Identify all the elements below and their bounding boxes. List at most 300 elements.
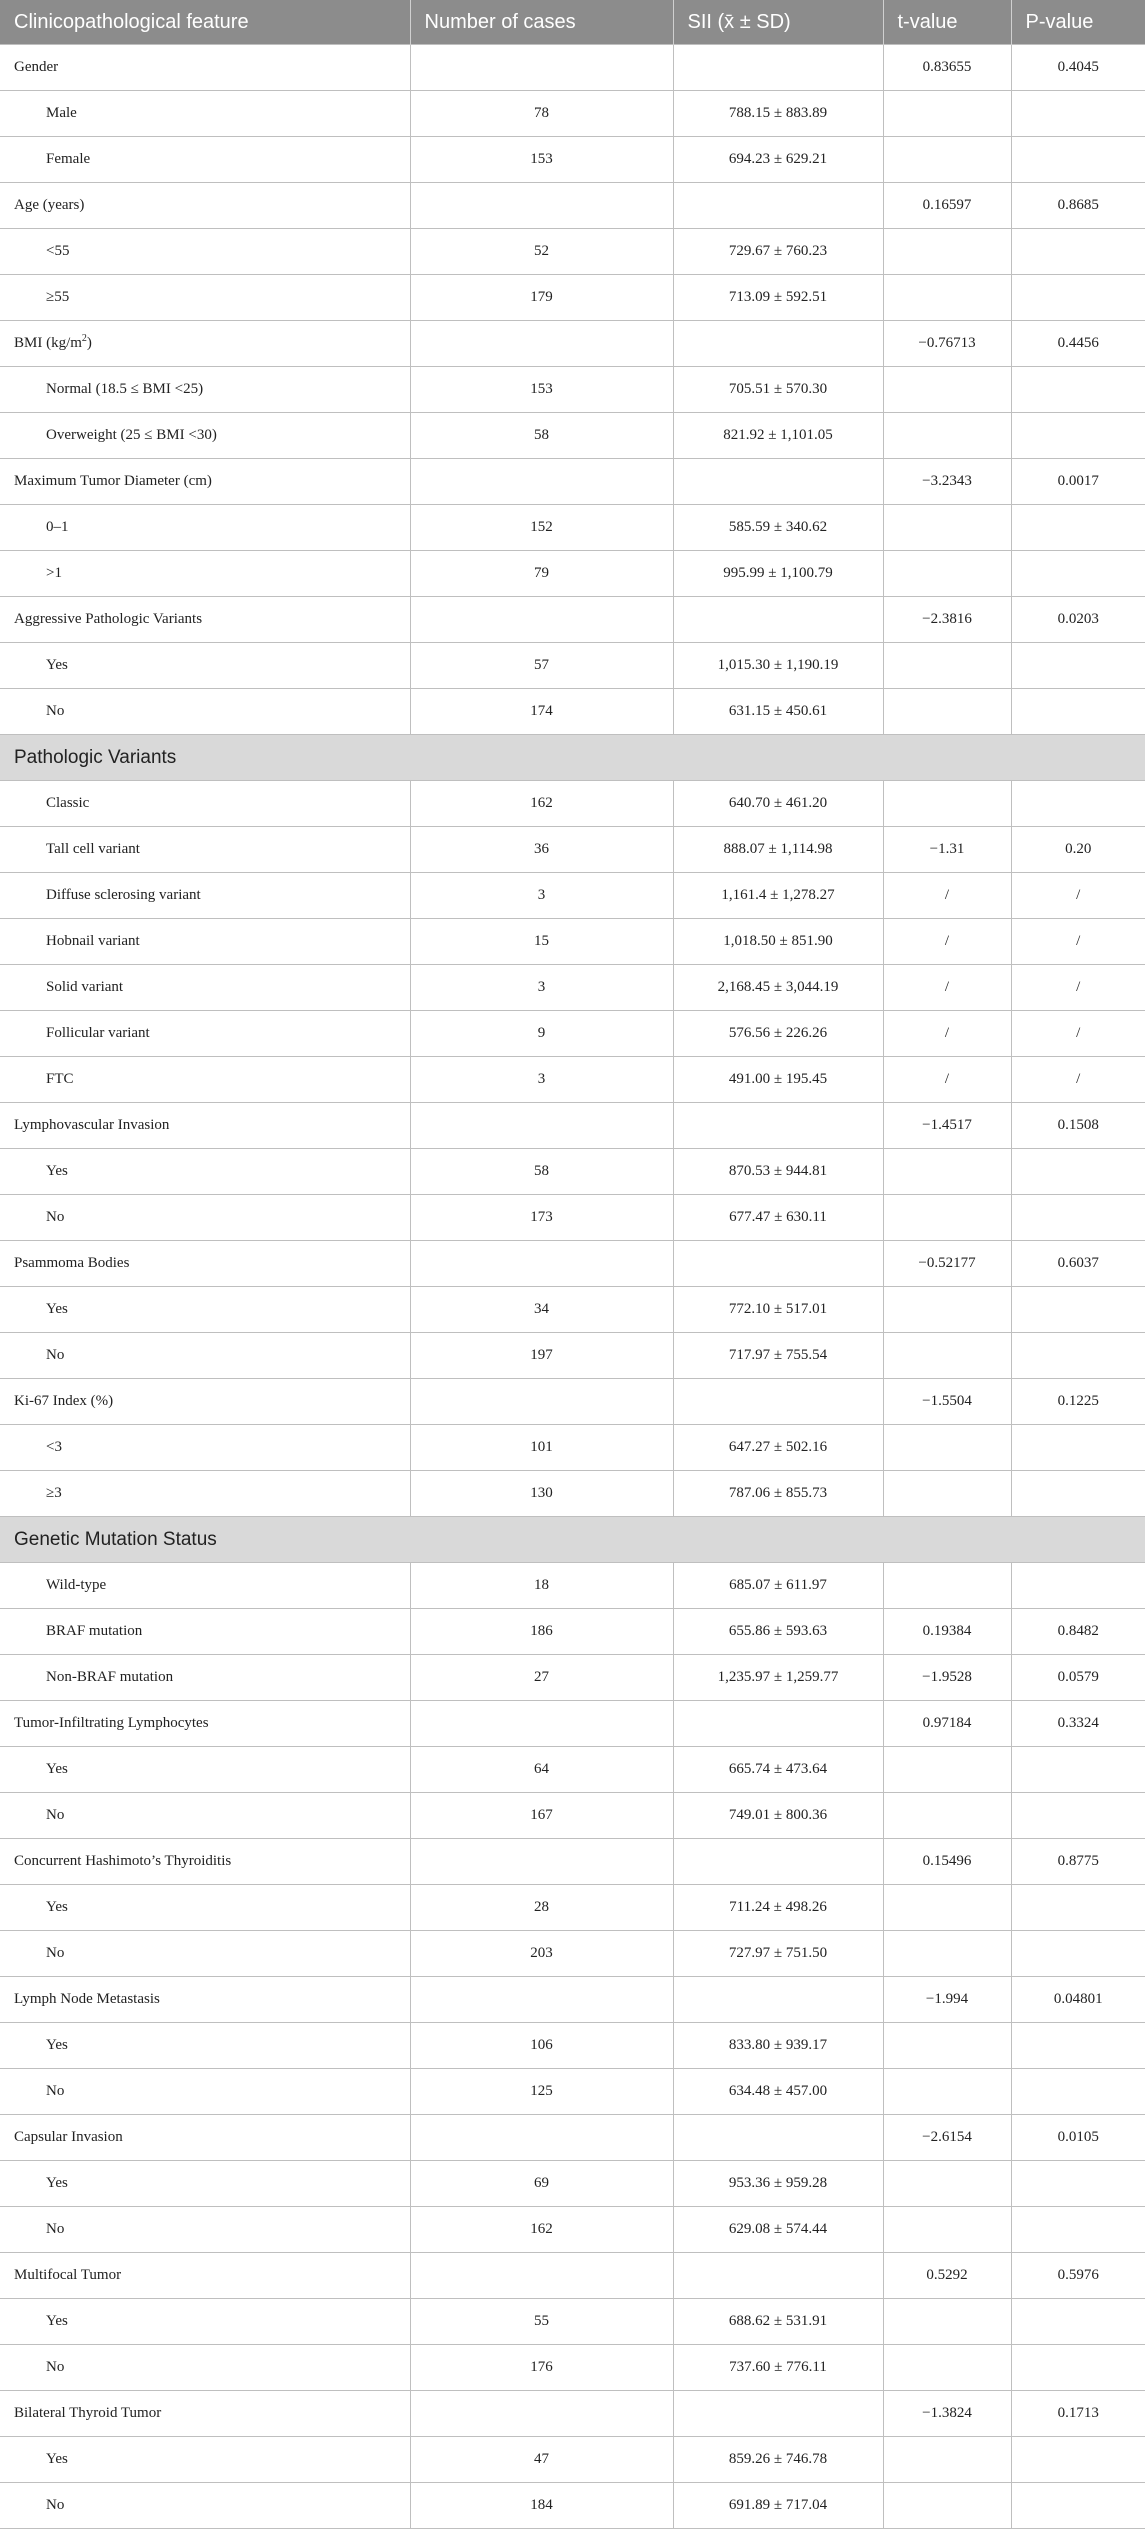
header-row bbox=[0, 0, 1145, 45]
table-row bbox=[0, 505, 1145, 551]
t-value-cell bbox=[883, 1885, 1011, 1931]
sii-cell: 2,168.45 ± 3,044.19 bbox=[673, 965, 883, 1011]
p-value-cell: / bbox=[1011, 1011, 1145, 1057]
feature-cell bbox=[0, 1379, 410, 1425]
t-value-cell bbox=[883, 689, 1011, 735]
t-value-cell: 0.5292 bbox=[883, 2253, 1011, 2299]
cases-cell: 3 bbox=[410, 965, 673, 1011]
sii-cell bbox=[673, 1103, 883, 1149]
cases-cell bbox=[410, 1241, 673, 1287]
feature-label: Yes bbox=[46, 1761, 68, 1777]
feature-label: Yes bbox=[46, 2313, 68, 2329]
t-value-cell: −1.9528 bbox=[883, 1655, 1011, 1701]
table-row bbox=[0, 919, 1145, 965]
feature-cell bbox=[0, 1701, 410, 1747]
sii-cell: 788.15 ± 883.89 bbox=[673, 91, 883, 137]
feature-cell bbox=[0, 1885, 410, 1931]
feature-cell bbox=[0, 2437, 410, 2483]
t-value-cell bbox=[883, 505, 1011, 551]
t-value-cell bbox=[883, 1931, 1011, 1977]
section-title: Genetic Mutation Status bbox=[0, 1517, 1145, 1563]
cases-cell bbox=[410, 45, 673, 91]
p-value-cell bbox=[1011, 1287, 1145, 1333]
feature-cell bbox=[0, 1977, 410, 2023]
cases-cell: 179 bbox=[410, 275, 673, 321]
feature-cell bbox=[0, 1057, 410, 1103]
feature-cell bbox=[0, 1195, 410, 1241]
feature-cell bbox=[0, 505, 410, 551]
t-value-cell: −1.5504 bbox=[883, 1379, 1011, 1425]
p-value-cell bbox=[1011, 1471, 1145, 1517]
sii-cell: 727.97 ± 751.50 bbox=[673, 1931, 883, 1977]
feature-cell bbox=[0, 1563, 410, 1609]
table-row bbox=[0, 873, 1145, 919]
t-value-cell bbox=[883, 229, 1011, 275]
p-value-cell: 0.0105 bbox=[1011, 2115, 1145, 2161]
feature-label: Yes bbox=[46, 1899, 68, 1915]
feature-cell bbox=[0, 2023, 410, 2069]
cases-cell: 55 bbox=[410, 2299, 673, 2345]
sii-cell: 772.10 ± 517.01 bbox=[673, 1287, 883, 1333]
p-value-cell: 0.20 bbox=[1011, 827, 1145, 873]
feature-cell bbox=[0, 689, 410, 735]
feature-cell bbox=[0, 183, 410, 229]
t-value-cell bbox=[883, 551, 1011, 597]
feature-label: Capsular Invasion bbox=[14, 2129, 123, 2145]
p-value-cell bbox=[1011, 643, 1145, 689]
group-row bbox=[0, 1839, 1145, 1885]
cases-cell bbox=[410, 1701, 673, 1747]
table-row bbox=[0, 1793, 1145, 1839]
feature-cell bbox=[0, 1609, 410, 1655]
feature-label: ≥3 bbox=[46, 1485, 62, 1501]
t-value-cell bbox=[883, 91, 1011, 137]
p-value-cell bbox=[1011, 2345, 1145, 2391]
cases-cell: 203 bbox=[410, 1931, 673, 1977]
t-value-cell: −0.52177 bbox=[883, 1241, 1011, 1287]
p-value-cell: / bbox=[1011, 919, 1145, 965]
sii-cell bbox=[673, 2253, 883, 2299]
feature-label: <3 bbox=[46, 1439, 62, 1455]
sii-cell bbox=[673, 459, 883, 505]
feature-cell bbox=[0, 2391, 410, 2437]
p-value-cell bbox=[1011, 275, 1145, 321]
table-row bbox=[0, 2023, 1145, 2069]
p-value-cell: 0.04801 bbox=[1011, 1977, 1145, 2023]
p-value-cell bbox=[1011, 689, 1145, 735]
p-value-cell bbox=[1011, 137, 1145, 183]
table-row bbox=[0, 1195, 1145, 1241]
cases-cell: 34 bbox=[410, 1287, 673, 1333]
table-row bbox=[0, 1655, 1145, 1701]
t-value-cell: −0.76713 bbox=[883, 321, 1011, 367]
t-value-cell: 0.83655 bbox=[883, 45, 1011, 91]
table-row bbox=[0, 1011, 1145, 1057]
group-row bbox=[0, 2115, 1145, 2161]
p-value-cell bbox=[1011, 1793, 1145, 1839]
feature-label: Tall cell variant bbox=[46, 841, 140, 857]
feature-label: FTC bbox=[46, 1071, 74, 1087]
sii-cell: 787.06 ± 855.73 bbox=[673, 1471, 883, 1517]
feature-label: No bbox=[46, 2497, 65, 2513]
feature-cell bbox=[0, 965, 410, 1011]
t-value-cell: −1.4517 bbox=[883, 1103, 1011, 1149]
table-row bbox=[0, 2161, 1145, 2207]
sii-cell: 629.08 ± 574.44 bbox=[673, 2207, 883, 2253]
sii-cell: 665.74 ± 473.64 bbox=[673, 1747, 883, 1793]
feature-label: Solid variant bbox=[46, 979, 124, 995]
t-value-cell bbox=[883, 2483, 1011, 2529]
t-value-cell bbox=[883, 643, 1011, 689]
table-row bbox=[0, 1471, 1145, 1517]
sii-cell: 685.07 ± 611.97 bbox=[673, 1563, 883, 1609]
feature-cell bbox=[0, 827, 410, 873]
cases-cell: 9 bbox=[410, 1011, 673, 1057]
t-value-cell bbox=[883, 1333, 1011, 1379]
p-value-cell bbox=[1011, 2069, 1145, 2115]
t-value-cell: / bbox=[883, 873, 1011, 919]
feature-label: Tumor-Infiltrating Lymphocytes bbox=[14, 1715, 209, 1731]
p-value-cell bbox=[1011, 781, 1145, 827]
cases-cell: 174 bbox=[410, 689, 673, 735]
t-value-cell: −2.6154 bbox=[883, 2115, 1011, 2161]
cases-cell: 3 bbox=[410, 1057, 673, 1103]
p-value-cell bbox=[1011, 229, 1145, 275]
feature-label: Lymph Node Metastasis bbox=[14, 1991, 160, 2007]
t-value-cell: / bbox=[883, 919, 1011, 965]
feature-cell bbox=[0, 1793, 410, 1839]
t-value-cell: 0.19384 bbox=[883, 1609, 1011, 1655]
p-value-cell bbox=[1011, 367, 1145, 413]
t-value-cell bbox=[883, 413, 1011, 459]
table-body bbox=[0, 45, 1145, 2529]
cases-cell: 153 bbox=[410, 367, 673, 413]
table-row bbox=[0, 827, 1145, 873]
group-row bbox=[0, 1977, 1145, 2023]
cases-cell: 15 bbox=[410, 919, 673, 965]
header-sii: SII (x̄ ± SD) bbox=[673, 0, 883, 45]
table-row bbox=[0, 275, 1145, 321]
t-value-cell bbox=[883, 781, 1011, 827]
table-row bbox=[0, 1287, 1145, 1333]
sii-cell: 491.00 ± 195.45 bbox=[673, 1057, 883, 1103]
t-value-cell: 0.15496 bbox=[883, 1839, 1011, 1885]
feature-label: Yes bbox=[46, 2175, 68, 2191]
t-value-cell bbox=[883, 1287, 1011, 1333]
feature-label: Non-BRAF mutation bbox=[46, 1669, 174, 1685]
header-t-value: t-value bbox=[883, 0, 1011, 45]
sii-cell: 647.27 ± 502.16 bbox=[673, 1425, 883, 1471]
sii-cell: 717.97 ± 755.54 bbox=[673, 1333, 883, 1379]
cases-cell bbox=[410, 321, 673, 367]
section-header-row bbox=[0, 735, 1145, 781]
sii-cell bbox=[673, 1241, 883, 1287]
cases-cell: 58 bbox=[410, 1149, 673, 1195]
p-value-cell bbox=[1011, 551, 1145, 597]
t-value-cell: / bbox=[883, 1057, 1011, 1103]
feature-label: No bbox=[46, 1945, 65, 1961]
feature-label: Yes bbox=[46, 1301, 68, 1317]
sii-cell bbox=[673, 2391, 883, 2437]
cases-cell: 162 bbox=[410, 781, 673, 827]
feature-label: No bbox=[46, 2083, 65, 2099]
p-value-cell: 0.8482 bbox=[1011, 1609, 1145, 1655]
feature-cell bbox=[0, 919, 410, 965]
feature-cell bbox=[0, 1103, 410, 1149]
feature-label: No bbox=[46, 1347, 65, 1363]
p-value-cell: 0.0203 bbox=[1011, 597, 1145, 643]
feature-cell bbox=[0, 1149, 410, 1195]
t-value-cell: −1.994 bbox=[883, 1977, 1011, 2023]
feature-cell bbox=[0, 643, 410, 689]
feature-label: BRAF mutation bbox=[46, 1623, 143, 1639]
feature-label: Maximum Tumor Diameter (cm) bbox=[14, 473, 212, 489]
t-value-cell: 0.97184 bbox=[883, 1701, 1011, 1747]
p-value-cell bbox=[1011, 2161, 1145, 2207]
p-value-cell: 0.1225 bbox=[1011, 1379, 1145, 1425]
header-cases: Number of cases bbox=[410, 0, 673, 45]
section-title: Pathologic Variants bbox=[0, 735, 1145, 781]
sii-cell: 705.51 ± 570.30 bbox=[673, 367, 883, 413]
p-value-cell bbox=[1011, 1747, 1145, 1793]
t-value-cell bbox=[883, 1149, 1011, 1195]
p-value-cell bbox=[1011, 2207, 1145, 2253]
p-value-cell bbox=[1011, 2023, 1145, 2069]
sii-cell: 821.92 ± 1,101.05 bbox=[673, 413, 883, 459]
cases-cell bbox=[410, 1103, 673, 1149]
cases-cell bbox=[410, 1379, 673, 1425]
feature-cell bbox=[0, 321, 410, 367]
cases-cell: 184 bbox=[410, 2483, 673, 2529]
feature-cell bbox=[0, 2299, 410, 2345]
cases-cell bbox=[410, 597, 673, 643]
group-row bbox=[0, 1103, 1145, 1149]
sii-cell: 585.59 ± 340.62 bbox=[673, 505, 883, 551]
feature-label: Yes bbox=[46, 2451, 68, 2467]
group-row bbox=[0, 459, 1145, 505]
t-value-cell bbox=[883, 2299, 1011, 2345]
table-row bbox=[0, 413, 1145, 459]
feature-label: Hobnail variant bbox=[46, 933, 140, 949]
feature-cell bbox=[0, 2207, 410, 2253]
t-value-cell: / bbox=[883, 1011, 1011, 1057]
feature-label: Normal (18.5 ≤ BMI <25) bbox=[46, 381, 204, 397]
t-value-cell bbox=[883, 2207, 1011, 2253]
sii-cell: 888.07 ± 1,114.98 bbox=[673, 827, 883, 873]
t-value-cell: −1.3824 bbox=[883, 2391, 1011, 2437]
cases-cell bbox=[410, 459, 673, 505]
p-value-cell: 0.4045 bbox=[1011, 45, 1145, 91]
p-value-cell bbox=[1011, 1931, 1145, 1977]
table-row bbox=[0, 1747, 1145, 1793]
sii-cell: 737.60 ± 776.11 bbox=[673, 2345, 883, 2391]
cases-cell: 28 bbox=[410, 1885, 673, 1931]
sii-cell: 677.47 ± 630.11 bbox=[673, 1195, 883, 1241]
feature-cell bbox=[0, 2253, 410, 2299]
cases-cell: 167 bbox=[410, 1793, 673, 1839]
t-value-cell bbox=[883, 137, 1011, 183]
feature-label: 0–1 bbox=[46, 519, 69, 535]
cases-cell: 52 bbox=[410, 229, 673, 275]
sii-cell: 634.48 ± 457.00 bbox=[673, 2069, 883, 2115]
t-value-cell: −2.3816 bbox=[883, 597, 1011, 643]
table-row bbox=[0, 1333, 1145, 1379]
p-value-cell: 0.0017 bbox=[1011, 459, 1145, 505]
table-row bbox=[0, 1563, 1145, 1609]
sii-cell: 576.56 ± 226.26 bbox=[673, 1011, 883, 1057]
group-row bbox=[0, 183, 1145, 229]
cases-cell: 27 bbox=[410, 1655, 673, 1701]
table-header bbox=[0, 0, 1145, 45]
table-row bbox=[0, 229, 1145, 275]
feature-label: Bilateral Thyroid Tumor bbox=[14, 2405, 162, 2421]
sii-cell bbox=[673, 597, 883, 643]
feature-cell bbox=[0, 1655, 410, 1701]
feature-cell bbox=[0, 1471, 410, 1517]
p-value-cell bbox=[1011, 91, 1145, 137]
feature-cell bbox=[0, 551, 410, 597]
sii-cell: 694.23 ± 629.21 bbox=[673, 137, 883, 183]
sii-cell: 655.86 ± 593.63 bbox=[673, 1609, 883, 1655]
t-value-cell bbox=[883, 275, 1011, 321]
p-value-cell: 0.1713 bbox=[1011, 2391, 1145, 2437]
p-value-cell bbox=[1011, 1195, 1145, 1241]
feature-label: No bbox=[46, 2221, 65, 2237]
feature-label: Lymphovascular Invasion bbox=[14, 1117, 170, 1133]
table-row bbox=[0, 367, 1145, 413]
cases-cell: 130 bbox=[410, 1471, 673, 1517]
cases-cell: 57 bbox=[410, 643, 673, 689]
sii-cell: 640.70 ± 461.20 bbox=[673, 781, 883, 827]
p-value-cell: / bbox=[1011, 965, 1145, 1011]
p-value-cell: 0.3324 bbox=[1011, 1701, 1145, 1747]
sii-cell: 691.89 ± 717.04 bbox=[673, 2483, 883, 2529]
table-row bbox=[0, 2207, 1145, 2253]
table-row bbox=[0, 643, 1145, 689]
cases-cell: 79 bbox=[410, 551, 673, 597]
feature-label: Classic bbox=[46, 795, 90, 811]
feature-label: Age (years) bbox=[14, 197, 85, 213]
feature-cell bbox=[0, 597, 410, 643]
sii-cell bbox=[673, 1379, 883, 1425]
cases-cell bbox=[410, 2391, 673, 2437]
table-row bbox=[0, 2299, 1145, 2345]
cases-cell: 36 bbox=[410, 827, 673, 873]
feature-label: Male bbox=[46, 105, 77, 121]
table-row bbox=[0, 1885, 1145, 1931]
feature-cell bbox=[0, 137, 410, 183]
sii-cell bbox=[673, 321, 883, 367]
feature-label: No bbox=[46, 703, 65, 719]
table-row bbox=[0, 689, 1145, 735]
feature-cell bbox=[0, 275, 410, 321]
feature-cell bbox=[0, 2069, 410, 2115]
sii-cell: 688.62 ± 531.91 bbox=[673, 2299, 883, 2345]
feature-label: Follicular variant bbox=[46, 1025, 150, 1041]
feature-label: Multifocal Tumor bbox=[14, 2267, 122, 2283]
group-row bbox=[0, 1379, 1145, 1425]
cases-cell: 152 bbox=[410, 505, 673, 551]
feature-label: Female bbox=[46, 151, 91, 167]
feature-cell bbox=[0, 1839, 410, 1885]
cases-cell: 3 bbox=[410, 873, 673, 919]
cases-cell: 101 bbox=[410, 1425, 673, 1471]
sii-cell: 1,235.97 ± 1,259.77 bbox=[673, 1655, 883, 1701]
cases-cell: 173 bbox=[410, 1195, 673, 1241]
p-value-cell bbox=[1011, 1885, 1145, 1931]
cases-cell: 176 bbox=[410, 2345, 673, 2391]
feature-cell bbox=[0, 1333, 410, 1379]
p-value-cell: / bbox=[1011, 1057, 1145, 1103]
t-value-cell bbox=[883, 2023, 1011, 2069]
group-row bbox=[0, 2391, 1145, 2437]
superscript: 2 bbox=[81, 333, 87, 344]
p-value-cell: 0.0579 bbox=[1011, 1655, 1145, 1701]
p-value-cell: 0.8775 bbox=[1011, 1839, 1145, 1885]
feature-label: BMI (kg/m bbox=[14, 335, 82, 351]
sii-cell bbox=[673, 45, 883, 91]
feature-label: No bbox=[46, 1209, 65, 1225]
sii-cell bbox=[673, 1701, 883, 1747]
feature-cell bbox=[0, 2483, 410, 2529]
feature-cell bbox=[0, 2115, 410, 2161]
sii-cell: 1,161.4 ± 1,278.27 bbox=[673, 873, 883, 919]
header-p-value: P-value bbox=[1011, 0, 1145, 45]
t-value-cell: / bbox=[883, 965, 1011, 1011]
t-value-cell: 0.16597 bbox=[883, 183, 1011, 229]
feature-cell bbox=[0, 1747, 410, 1793]
p-value-cell bbox=[1011, 2299, 1145, 2345]
t-value-cell bbox=[883, 1471, 1011, 1517]
group-row bbox=[0, 597, 1145, 643]
feature-label: Yes bbox=[46, 2037, 68, 2053]
p-value-cell: / bbox=[1011, 873, 1145, 919]
feature-cell bbox=[0, 2161, 410, 2207]
feature-label: Concurrent Hashimoto’s Thyroiditis bbox=[14, 1853, 232, 1869]
feature-label: Yes bbox=[46, 1163, 68, 1179]
p-value-cell bbox=[1011, 1149, 1145, 1195]
p-value-cell bbox=[1011, 1563, 1145, 1609]
cases-cell: 186 bbox=[410, 1609, 673, 1655]
feature-label: No bbox=[46, 1807, 65, 1823]
table-row bbox=[0, 1149, 1145, 1195]
table-row bbox=[0, 137, 1145, 183]
t-value-cell bbox=[883, 367, 1011, 413]
cases-cell: 18 bbox=[410, 1563, 673, 1609]
group-row bbox=[0, 1701, 1145, 1747]
feature-label: Gender bbox=[14, 59, 59, 75]
table-row bbox=[0, 781, 1145, 827]
t-value-cell bbox=[883, 2345, 1011, 2391]
t-value-cell bbox=[883, 1793, 1011, 1839]
t-value-cell bbox=[883, 2161, 1011, 2207]
table-row bbox=[0, 1425, 1145, 1471]
p-value-cell bbox=[1011, 1333, 1145, 1379]
feature-label-tail: ) bbox=[86, 335, 92, 351]
feature-label: Overweight (25 ≤ BMI <30) bbox=[46, 427, 217, 443]
feature-label: Aggressive Pathologic Variants bbox=[14, 611, 203, 627]
sii-cell: 1,015.30 ± 1,190.19 bbox=[673, 643, 883, 689]
table-row bbox=[0, 2437, 1145, 2483]
sii-cell bbox=[673, 2115, 883, 2161]
p-value-cell: 0.6037 bbox=[1011, 1241, 1145, 1287]
t-value-cell bbox=[883, 1563, 1011, 1609]
feature-label: <55 bbox=[46, 243, 70, 259]
sii-cell: 833.80 ± 939.17 bbox=[673, 2023, 883, 2069]
sii-cell bbox=[673, 1977, 883, 2023]
sii-cell bbox=[673, 1839, 883, 1885]
sii-cell: 953.36 ± 959.28 bbox=[673, 2161, 883, 2207]
